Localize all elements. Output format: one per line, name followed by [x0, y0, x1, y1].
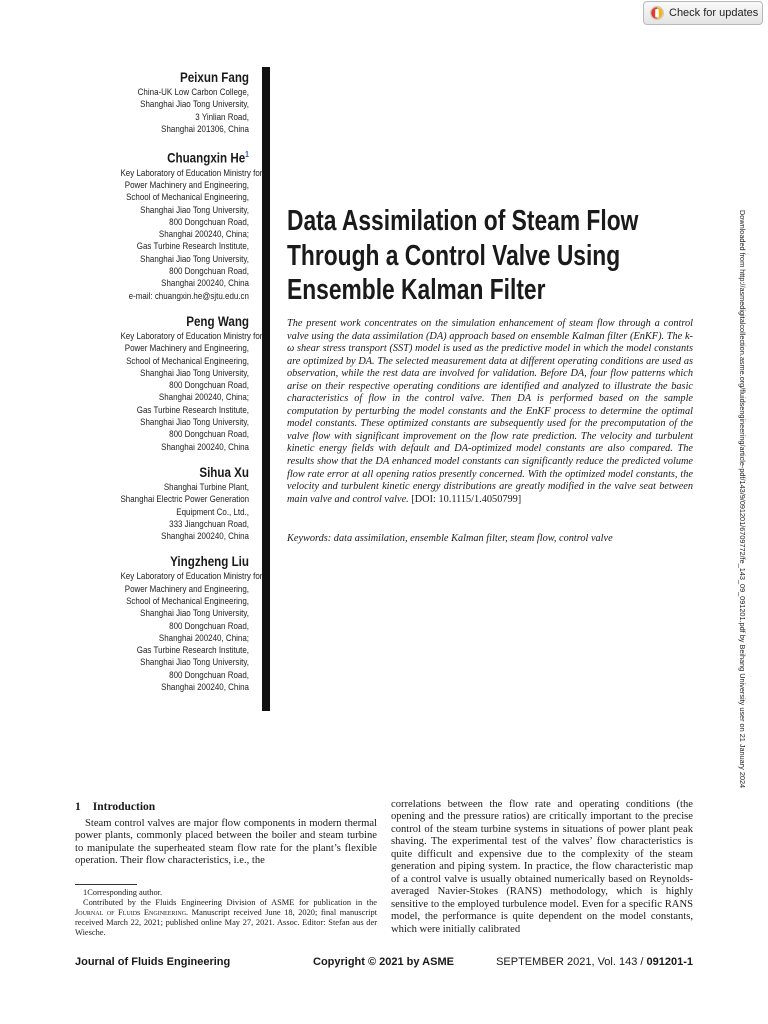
author-block — [96, 552, 263, 694]
author-affiliation-line: 800 Dongchuan Road, — [169, 266, 249, 278]
corresponding-author-marker[interactable]: 1 — [245, 150, 249, 160]
author-affiliation-line: 800 Dongchuan Road, — [169, 429, 249, 441]
check-for-updates-badge-icon — [650, 5, 664, 21]
author-affiliation-line: Power Machinery and Engineering, — [124, 583, 249, 595]
author-block — [96, 312, 263, 454]
author-affiliation-line: Shanghai 200240, China; — [158, 632, 249, 644]
author-affiliation-line: Key Laboratory of Education Ministry for — [120, 330, 263, 342]
author-affiliation-line: Shanghai 200240, China; — [158, 229, 249, 241]
title-divider-bar — [262, 67, 270, 711]
footnote-divider — [75, 884, 137, 885]
check-for-updates-button[interactable] — [643, 1, 763, 25]
footnote-contribution: Contributed by the Fluids Engineering Division of ASME for publication in the Journal of Fluids Engineering. Manuscript received June 18, 2020; final manuscript received March 22, 2021; published online May 27, 2021. Assoc. Editor: Stefan aus der Wiesche. — [75, 898, 377, 938]
author-block — [96, 68, 249, 136]
footer-journal-name: Journal of Fluids Engineering — [75, 956, 231, 968]
download-notice-text: Downloaded from http://asmedigitalcollection.asme.org/fluidsengineering/article-pdf/143/9/091201/6709772/fe_143_09_091201.pdf by Beihang University user on 21 January 2024 — [738, 210, 747, 789]
author-affiliation-line: Shanghai Jiao Tong University, — [140, 608, 249, 620]
title-line: Through a Control Valve Using — [287, 239, 621, 272]
author-affiliation-line[interactable]: e-mail: chuangxin.he@sjtu.edu.cn — [128, 290, 249, 302]
intro-paragraph-left: Steam control valves are major flow components in modern thermal power plants, commonly placed between the boiler and steam turbine to manipulate the superheated steam flow rate for the plant’s flexible operation. Their flow characteristics, i.e., the — [75, 818, 377, 867]
doi-link[interactable]: [DOI: 10.1115/1.4050799] — [411, 493, 522, 505]
author-affiliation-line: Shanghai 200240, China; — [158, 392, 249, 404]
author-affiliation-line: Key Laboratory of Education Ministry for — [120, 571, 263, 583]
author-affiliation-line: Shanghai 200240, China — [161, 682, 249, 694]
author-affiliation-line: Gas Turbine Research Institute, — [136, 241, 249, 253]
author-affiliation-line: Shanghai Jiao Tong University, — [140, 657, 249, 669]
author-affiliation-line: Power Machinery and Engineering, — [124, 343, 249, 355]
author-affiliation-line: China-UK Low Carbon College, — [137, 87, 249, 98]
author-affiliation-line: Shanghai Electric Power Generation — [120, 494, 250, 506]
author-affiliation-line: 800 Dongchuan Road, — [169, 216, 249, 228]
author-affiliation-line: 800 Dongchuan Road, — [169, 380, 249, 392]
author-affiliation-line: School of Mechanical Engineering, — [126, 192, 249, 204]
author-list — [96, 68, 263, 703]
section-title: Introduction — [92, 801, 156, 813]
author-affiliation-line: School of Mechanical Engineering, — [126, 596, 249, 607]
title-line: Data Assimilation of Steam Flow — [287, 205, 639, 237]
footer-issue-info: SEPTEMBER 2021, Vol. 143 / 091201-1 — [496, 956, 693, 968]
author-affiliation-line: Shanghai Jiao Tong University, — [140, 417, 249, 429]
check-for-updates-label: Check for updates — [669, 7, 759, 19]
author-affiliation-line: 333 Jiangchuan Road, — [169, 518, 249, 530]
section-number: 1 — [75, 801, 81, 813]
author-affiliation-line: Equipment Co., Ltd., — [176, 506, 249, 518]
abstract — [287, 318, 693, 506]
author-affiliation-line: School of Mechanical Engineering, — [126, 355, 249, 367]
author-affiliation-line: Shanghai 200240, China — [161, 441, 249, 453]
paper-title — [287, 204, 707, 308]
page-footer — [75, 956, 693, 972]
download-notice — [736, 210, 748, 810]
footnote-corresponding: 1Corresponding author. — [83, 888, 163, 897]
author-affiliation-line: Shanghai Turbine Plant, — [163, 481, 249, 493]
author-affiliation-line: Gas Turbine Research Institute, — [136, 404, 249, 416]
author-affiliation-line: Shanghai 200240, China — [161, 278, 249, 290]
abstract-text: The present work concentrates on the simulation enhancement of steam flow through a control valve using the data assimilation (DA) approach based on ensemble Kalman filter (EnKF). The k-ω shear stress transport (SST) model is used as the predictive model in which the model constants are optimized by DA. The selected measurement data at different operating conditions are used as observation, while the rest data are involved for validation. Before DA, four flow patterns which arise on their respective operating conditions are identified and analyzed to illustrate the basic characteristics of flow in the control valve. Then DA is performed based on the sample computation by perturbing the model constants and the EnKF process to determine the optimal model constants. These optimized constants are subsequently used for the precomputation of the valve flow with significant improvement on the flow rate prediction. The velocity and turbulent kinetic energy fields with default and DA-optimized model constants are also compared. The results show that the DA enhanced model constants can significantly reduce the predicted volume flow rate error at all opening ratios presently concerned. With the optimized model constants, the velocity and turbulent kinetic energy distributions are greatly modified in the valve seat between main valve and control valve. — [287, 318, 693, 505]
author-name: Peng Wang — [186, 313, 249, 329]
keywords: Keywords: data assimilation, ensemble Kalman filter, steam flow, control valve — [287, 533, 613, 544]
author-affiliation-line: 800 Dongchuan Road, — [169, 669, 249, 681]
author-name: Sihua Xu — [199, 464, 249, 480]
author-affiliation-line: Shanghai 200240, China — [161, 531, 249, 543]
author-block — [96, 463, 249, 543]
author-affiliation-line: Shanghai Jiao Tong University, — [140, 204, 249, 216]
body-column-right — [391, 799, 693, 936]
author-name: Yingzheng Liu — [170, 554, 249, 570]
intro-paragraph-right: correlations between the flow rate and operating conditions (the opening and the pressure ratios) are critically important to the precise control of the steam turbine systems in situations of power plant peak shaving. The experimental test of the valves’ flow characteristics is quite difficult and expensive due to the complexity of the steam generation and piping system. In practice, the flow characteristic map of a control valve is usually obtained numerically based on Reynolds-averaged Navier-Stokes (RANS) methodology, which is highly sensitive to the employed turbulence model. Even for a specific RANS model, the performance is quite dependent on the model constants, which were initially calibrated — [391, 799, 693, 935]
author-affiliation-line: Gas Turbine Research Institute, — [136, 645, 249, 657]
title-line: Ensemble Kalman Filter — [287, 274, 546, 306]
author-block — [96, 145, 263, 303]
author-affiliation-line: Shanghai Jiao Tong University, — [140, 253, 249, 265]
author-affiliation-line: Shanghai Jiao Tong University, — [140, 367, 249, 379]
author-affiliation-line: Power Machinery and Engineering, — [124, 179, 249, 191]
author-affiliation-line: Shanghai 201306, China — [161, 123, 249, 135]
footer-copyright: Copyright © 2021 by ASME — [313, 956, 454, 968]
author-affiliation-line: 800 Dongchuan Road, — [169, 620, 249, 632]
author-affiliation-line: 3 Yinlian Road, — [195, 111, 249, 123]
footnotes — [75, 888, 377, 938]
author-name: Peixun Fang — [179, 70, 249, 85]
author-name: Chuangxin He$^1$ — [167, 150, 249, 166]
section-heading-introduction — [75, 799, 377, 815]
author-affiliation-line: Shanghai Jiao Tong University, — [140, 99, 249, 111]
author-affiliation-line: Key Laboratory of Education Ministry for — [120, 167, 263, 179]
body-column-left — [75, 799, 377, 868]
